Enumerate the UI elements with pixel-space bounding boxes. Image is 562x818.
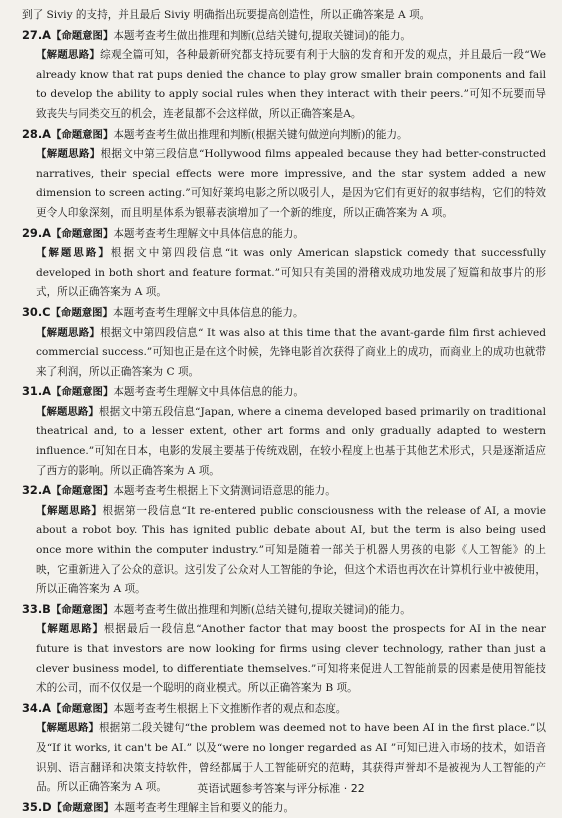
intent-tag: 【命题意图】: [51, 227, 114, 240]
idea-text: 根据最后一段信息“Another factor that may boost the prospects for AI in the near future is that investors are now looking for firms using clever technology, rather than just a clever business model, to differentiate themselves.”可知将来促进人工智能前景的因素是使用智能技术的公司，而不仅仅是一个聪明的商业模式。所以正确答案为 B 项。: [36, 623, 546, 695]
idea-tag: 【解题思路】: [36, 49, 101, 62]
intent-tag: 【命题意图】: [51, 801, 114, 814]
idea-text: 根据文中第四段信息“it was only American slapstick comedy that successfully developed in both short and feature format.”可知只有美国的滑稽戏成功地发展了短篇和故事片的形式，所以正确答案为 A 项。: [36, 247, 547, 299]
intent-text: 本题考查考生做出推理和判断(总结关键句,提取关键词)的能力。: [113, 603, 411, 616]
intent-text: 本题考查考生根据上下文猜测词语意思的能力。: [113, 485, 336, 498]
solution-paragraph: [22, 324, 546, 383]
answer-entries: [22, 26, 546, 818]
solution-paragraph: [22, 244, 546, 303]
page-footer: 英语试题参考答案与评分标准 · 22: [197, 782, 365, 796]
answer-number: 29.A: [22, 225, 51, 240]
idea-tag: 【解题思路】: [36, 247, 111, 260]
intent-text: 本题考查考生理解文中具体信息的能力。: [113, 386, 305, 399]
idea-tag: 【解题思路】: [36, 504, 103, 517]
answer-number: 27.A: [22, 27, 51, 42]
idea-text: 根据文中第三段信息“Hollywood films appealed because they had better-constructed narratives, their special effects were more impressive, and the star system added a new dimension to screen acting.”可知好莱坞电影之所以吸引人，是因为它们有更好的叙事结构，它们的特效更令人印象深刻，而且明星体系为银幕表演增加了一个新的维度，所以正确答案为 A 项。: [36, 148, 547, 219]
answer-item-head: [22, 382, 546, 403]
answer-item-head: [22, 26, 546, 47]
intro-paragraph: 到了 Siviy 的支持，并且最后 Siviy 明确指出玩要提高创造性，所以正确答案是 A 项。: [22, 9, 431, 21]
answer-number: 33.B: [22, 601, 51, 616]
solution-paragraph: [22, 620, 546, 698]
solution-paragraph: [22, 403, 546, 481]
answer-number: 34.A: [22, 700, 51, 715]
idea-text: 根据第二段关键句“the problem was deemed not to have been AI in the first place.”以及“If it works, it can't be AI.” 以及“were no longer regarded as AI ”可知已进入市场的技术，如语音识别、语言翻译和决策支持软件，曾经都属于人工智能研究的范畴，其获得声誉却不是被视为人工智能的产品。所以正确答案为 A 项。: [36, 722, 546, 794]
intent-tag: 【命题意图】: [51, 128, 114, 141]
intent-tag: 【命题意图】: [51, 702, 114, 715]
solution-paragraph: [22, 145, 546, 223]
answer-number: 32.A: [22, 483, 51, 498]
idea-tag: 【解题思路】: [36, 405, 99, 418]
solution-paragraph: [22, 46, 546, 124]
answer-item-head: [22, 481, 546, 502]
answer-item-head: [22, 303, 546, 324]
idea-text: 根据第一段信息“It re-entered public consciousness with the release of AI, a movie about a robot boy. This has ignited public debate about AI, but the term is also being used once more within the computer industry.”可知是随着一部关于机器人男孩的电影《人工智能》的上映，它重新进入了公众的意识。这引发了公众对人工智能的争论，但这个术语也再次在计算机行业中被使用，所以正确答案为 A 项。: [36, 504, 547, 596]
intent-text: 本题考查考生理解文中具体信息的能力。: [112, 306, 304, 319]
intent-text: 本题考查考生理解主旨和要义的能力。: [113, 801, 295, 814]
idea-text: 综观全篇可知，各种最新研究都支持玩要有利于大脑的发育和开发的观点，并且最后一段“We already know that rat pups denied the chance to play grow smaller brain components and fail to develop the ability to apply social rules when they interact with their peers.”可知不玩要而导致丧失与同类交互的机会，连老鼠都不会这样做，所以正确答案是A。: [36, 49, 547, 120]
idea-tag: 【解题思路】: [36, 148, 101, 161]
idea-tag: 【解题思路】: [36, 722, 99, 735]
answer-number: 31.A: [22, 384, 51, 399]
intent-text: 本题考查考生做出推理和判断(总结关键句,提取关键词)的能力。: [113, 29, 412, 42]
answer-item-head: [22, 125, 546, 146]
idea-tag: 【解题思路】: [36, 326, 101, 339]
solution-paragraph: [22, 502, 546, 600]
intent-text: 本题考查考生理解文中具体信息的能力。: [113, 227, 305, 240]
answer-number: 30.C: [22, 304, 51, 319]
answer-item-head: [22, 699, 546, 720]
intent-text: 本题考查考生做出推理和判断(根据关键句做逆向判断)的能力。: [113, 128, 408, 141]
idea-text: 根据文中第五段信息“Japan, where a cinema developed based primarily on traditional theatrical and, to a lesser extent, other art forms and only gradually adapted to western influence.”可知在日本，电影的发展主要基于传统戏剧，在较小程度上也基于其他艺术形式，只是逐渐适应了西方的影响。所以正确答案为 A 项。: [36, 405, 547, 477]
intent-tag: 【命题意图】: [50, 306, 113, 319]
intent-tag: 【命题意图】: [51, 29, 114, 42]
intent-tag: 【命题意图】: [50, 603, 114, 616]
answer-number: 35.D: [22, 799, 52, 814]
intent-tag: 【命题意图】: [51, 485, 114, 498]
intent-tag: 【命题意图】: [51, 386, 114, 399]
answer-item-head: [22, 224, 546, 245]
intent-text: 本题考查考生根据上下文推断作者的观点和态度。: [113, 702, 347, 715]
answer-item-head: [22, 798, 546, 818]
answer-item-head: [22, 600, 546, 621]
idea-tag: 【解题思路】: [36, 623, 104, 636]
idea-text: 根据文中第四段信息“ It was also at this time that the avant-garde film first achieved commercial success.”可知也正是在这个时候，先锋电影首次获得了商业上的成功，而商业上的成功也就带来了利润，所以正确答案为 C 项。: [36, 326, 547, 378]
answer-number: 28.A: [22, 126, 51, 141]
